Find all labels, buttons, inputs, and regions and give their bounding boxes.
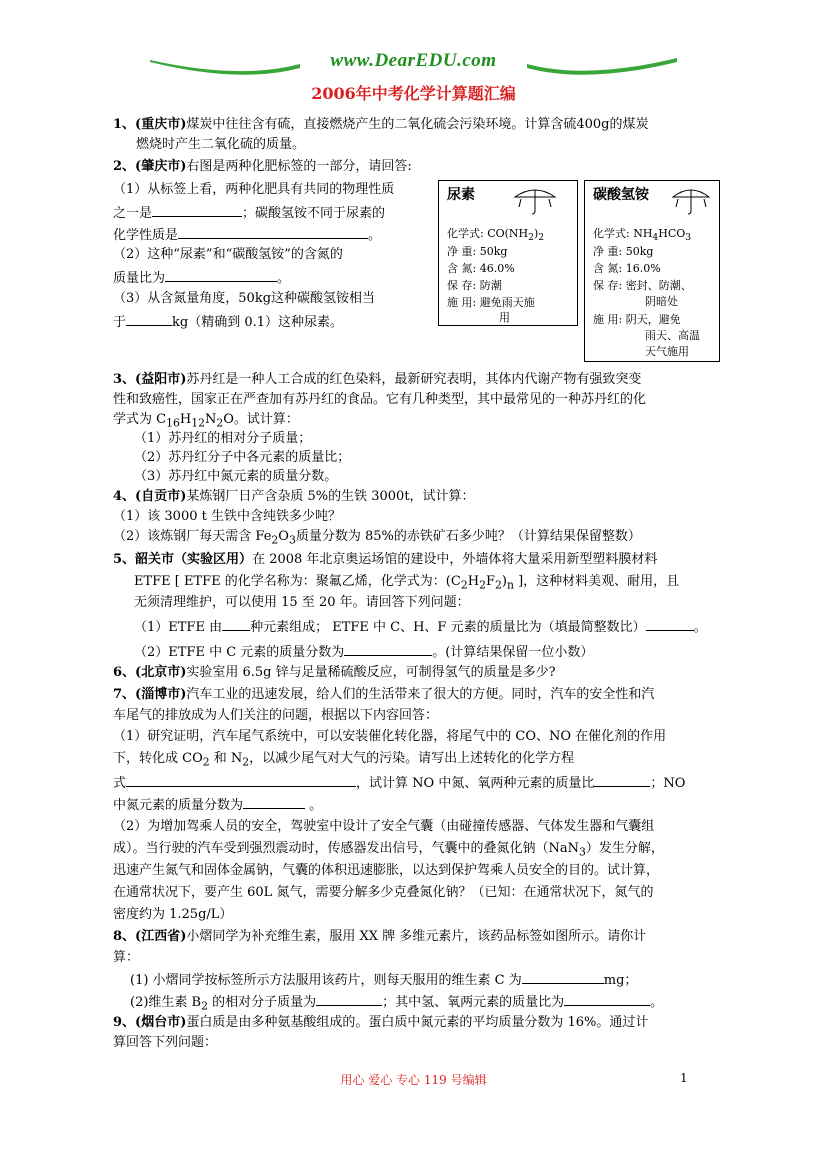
q7-line1: 7、(淄博市)汽车工业的迅速发展，给人们的生活带来了很大的方便。同时，汽车的安全性和汽 [113, 687, 655, 702]
abc-usage: 施 用: 阴天，避免 [593, 313, 681, 326]
q5-line3: 无须清理维护，可以使用 15 至 20 年。请回答下列问题： [134, 595, 470, 610]
page-number: 1 [680, 1071, 688, 1085]
q5-sub1: （1）ETFE 由 种元素组成； ETFE 中 C、H、F 元素的质量比为（填最简整数比） 。 [134, 617, 707, 637]
page-title: 2006年中考化学计算题汇编 [311, 84, 516, 103]
abc-label-card [584, 180, 720, 362]
q3-sub2: （2）苏丹红分子中各元素的质量比； [134, 450, 351, 465]
q7-p1a: （1）研究证明，汽车尾气系统中，可以安装催化转化器，将尾气中的 CO、NO 在催化剂的作用 [113, 729, 667, 744]
q6-line1: 6、(北京市)实验室用 6.5g 锌与足量稀硫酸反应，可制得氢气的质量是多少? [113, 665, 556, 680]
q3-line3: 学式为 $C_{16}H_{12}N_2O$。试计算： [113, 412, 299, 430]
q8-line1: 8、(江西省)小熠同学为补充维生素，服用 XX 牌 多维元素片，该药品标签如图所示。请你计 [113, 929, 647, 944]
q7-line2: 车尾气的排放成为人们关注的问题，根据以下内容回答： [113, 708, 439, 723]
q5-line1: 5、韶关市（实验区用）在 2008 年北京奥运场馆的建设中，外墙体将大量采用新型塑料膜材料 [113, 552, 658, 567]
logo-text[interactable]: www.DearEDU.com [330, 50, 497, 71]
urea-label-card [438, 180, 578, 326]
q3-sub1: （1）苏丹红的相对分子质量； [134, 431, 312, 446]
q9-line2: 算回答下列问题： [113, 1035, 218, 1050]
q3-sub3: （3）苏丹红中氮元素的质量分数。 [134, 469, 338, 484]
q2-p1a: （1）从标签上看，两种化肥具有共同的物理性质 [113, 182, 395, 197]
umbrella-icon [511, 185, 559, 215]
abc-formula: 化学式: $NH_4HCO_3$ [593, 227, 692, 244]
abc-usage-cont2: 天气施用 [645, 345, 689, 358]
q8-sub1: (1) 小熠同学按标签所示方法服用该药片，则每天服用的维生素 C 为 mg； [130, 970, 637, 990]
urea-weight: 净 重: 50kg [447, 245, 508, 258]
q2-p3a: （3）从含氮量角度，50kg这种碳酸氢铵相当 [113, 291, 376, 306]
abc-weight: 净 重: 50kg [593, 245, 654, 258]
q8-line2: 算： [113, 950, 140, 965]
q9-line1: 9、(烟台市)蛋白质是由多种氨基酸组成的。蛋白质中氮元素的平均质量分数为 16%。通过计 [113, 1015, 649, 1030]
umbrella-icon [669, 185, 713, 215]
urea-storage: 保 存: 防潮 [447, 279, 502, 292]
q4-sub2: （2）该炼钢厂每天需含 $Fe_2O_3$质量分数为 85%的赤铁矿石多少吨？（计算结果保留整数） [113, 529, 641, 547]
q5-line2: ETFE [ ETFE 的化学名称为：聚氟乙烯，化学式为：$(C_2H_2F_2)_n$ ]，这种材料美观、耐用，且 [134, 574, 680, 592]
q7-p1b: 下，转化成 $CO_2$ 和 $N_2$，以减少尾气对大气的污染。请写出上述转化的化学方程 [113, 751, 575, 769]
abc-nitrogen: 含 氮: 16.0% [593, 262, 661, 275]
urea-formula: 化学式: $CO(NH_2)_2$ [447, 227, 545, 244]
q2-p1b: 之一是 ；碳酸氢铵不同于尿素的 [113, 203, 385, 223]
q7-p2c: 迅速产生氮气和固体金属钠，气囊的体积迅速膨胀，以达到保护驾乘人员安全的目的。试计算， [113, 863, 660, 878]
q3-line1: 3、(益阳市)苏丹红是一种人工合成的红色染料，最新研究表明，其体内代谢产物有强致突变 [113, 372, 642, 387]
abc-storage-cont: 阴暗处 [645, 295, 678, 308]
q3-line2: 性和致癌性，国家正在严查加有苏丹红的食品。它有几种类型，其中最常见的一种苏丹红的化 [113, 392, 647, 407]
urea-label-name: 尿素 [447, 187, 475, 203]
q7-p2b: 成）。当行驶的汽车受到强烈震动时，传感器发出信号，气囊中的叠氮化钠（NaN$_3$）发生分解， [113, 841, 664, 859]
q2-p2a: （2）这种“尿素”和“碳酸氢铵”的含氮的 [113, 247, 343, 262]
q7-p2a: （2）为增加驾乘人员的安全，驾驶室中设计了安全气囊（由碰撞传感器、气体发生器和气囊组 [113, 819, 655, 834]
q2-p1d: 化学性质是 。 [113, 225, 381, 245]
urea-usage-cont: 用 [499, 311, 510, 324]
urea-nitrogen: 含 氮: 46.0% [447, 262, 515, 275]
q1-line2: 燃烧时产生二氧化硫的质量。 [136, 137, 306, 152]
q5-sub2: （2）ETFE 中 C 元素的质量分数为 。(计算结果保留一位小数） [134, 642, 593, 662]
q7-p1d: 中氮元素的质量分数为 。 [113, 795, 322, 815]
q7-p2d: 在通常状况下，要产生 60L 氮气，需要分解多少克叠氮化钠？（已知：在通常状况下，氮气的 [113, 885, 654, 900]
header-logo [150, 50, 677, 80]
abc-usage-cont1: 雨天、高温 [645, 329, 700, 342]
q4-sub1: （1）该 3000 t 生铁中含纯铁多少吨？ [113, 509, 341, 524]
urea-usage: 施 用: 避免雨天施 [447, 296, 535, 309]
q7-p2e: 密度约为 1.25g/L） [113, 907, 233, 922]
q2-p2b: 质量比为 。 [113, 268, 290, 288]
q4-line1: 4、(自贡市)某炼钢厂日产含杂质 5%的生铁 3000t，试计算： [113, 489, 475, 504]
footer-text: 用心 爱心 专心 119 号编辑 [340, 1073, 487, 1087]
q1-line1: 1、(重庆市)煤炭中往往含有硫，直接燃烧产生的二氧化硫会污染环境。计算含硫400g的煤炭 [113, 117, 649, 132]
q2-p3b: 于 kg（精确到 0.1）这种尿素。 [113, 312, 343, 332]
q7-p1c: 式 ，试计算 NO 中氮、氧两种元素的质量比 ；NO [113, 773, 685, 793]
q2-intro: 2、(肇庆市)右图是两种化肥标签的一部分，请回答: [113, 159, 412, 174]
q8-sub2: (2)维生素 $B_2$ 的相对分子质量为 ；其中氢、氧两元素的质量比为 。 [130, 992, 663, 1016]
abc-label-name: 碳酸氢铵 [593, 187, 649, 203]
abc-storage: 保 存: 密封、防潮、 [593, 279, 692, 292]
